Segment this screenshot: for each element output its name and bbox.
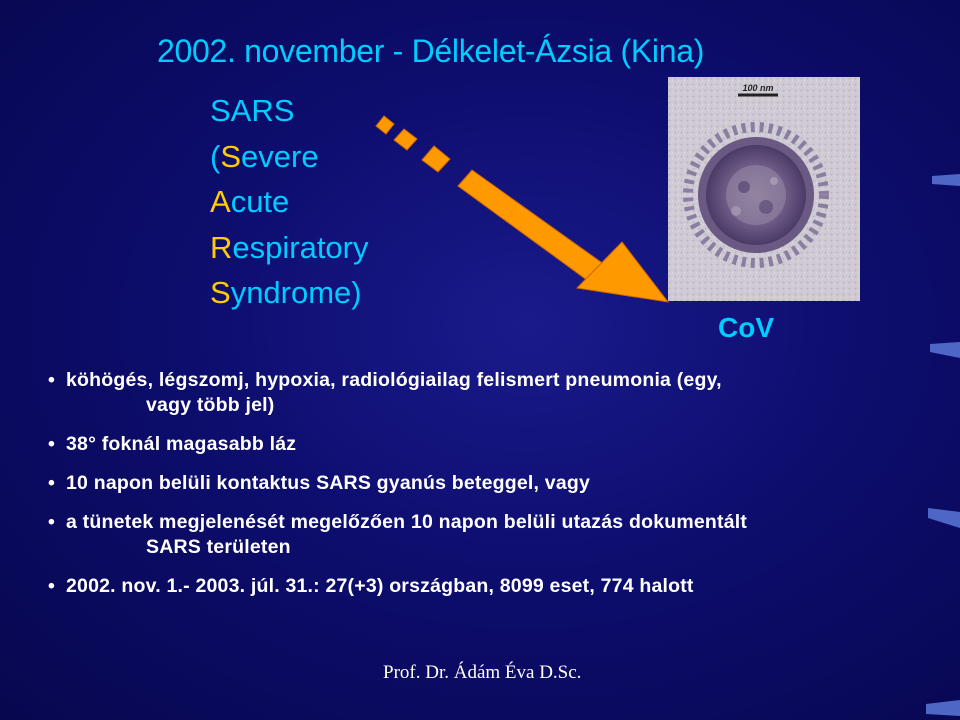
cov-caption: CoV (718, 312, 774, 343)
bullet-icon: • (48, 575, 56, 597)
list-item: • 38° foknál magasabb láz (48, 433, 297, 455)
sars-acronym-block (210, 88, 369, 316)
sars-line-0: SARS (210, 93, 295, 128)
author-footer: Prof. Dr. Ádám Éva D.Sc. (383, 662, 582, 683)
bullet-icon: • (48, 511, 56, 533)
sars-line-1: (Severe (210, 138, 319, 174)
scale-bar-label: 100 nm (742, 83, 774, 93)
bullet-icon: • (48, 433, 56, 455)
list-item: • köhögés, légszomj, hypoxia, radiológiailag felismert pneumonia (egy, vagy több jel) (48, 369, 722, 416)
list-item: • 10 napon belüli kontaktus SARS gyanús beteggel, vagy (48, 472, 591, 494)
bullet-icon: • (48, 472, 56, 494)
sars-line-2: Acute (210, 184, 290, 219)
sars-line-4: Syndrome) (210, 275, 362, 310)
list-item: • 2002. nov. 1.- 2003. júl. 31.: 27(+3) országban, 8099 eset, 774 halott (48, 575, 694, 597)
bullet-icon: • (48, 369, 56, 391)
coronavirus-image-icon (668, 77, 860, 301)
slide-title: 2002. november - Délkelet-Ázsia (Kina) (157, 33, 705, 69)
sars-line-3: Respiratory (210, 229, 369, 265)
arrow-icon (372, 112, 692, 322)
list-item: • a tünetek megjelenését megelőzően 10 napon belüli utazás dokumentált SARS területen (48, 511, 748, 558)
decorative-streaks-icon (920, 0, 960, 720)
virus-micrograph (668, 77, 860, 301)
criteria-list (48, 368, 928, 613)
